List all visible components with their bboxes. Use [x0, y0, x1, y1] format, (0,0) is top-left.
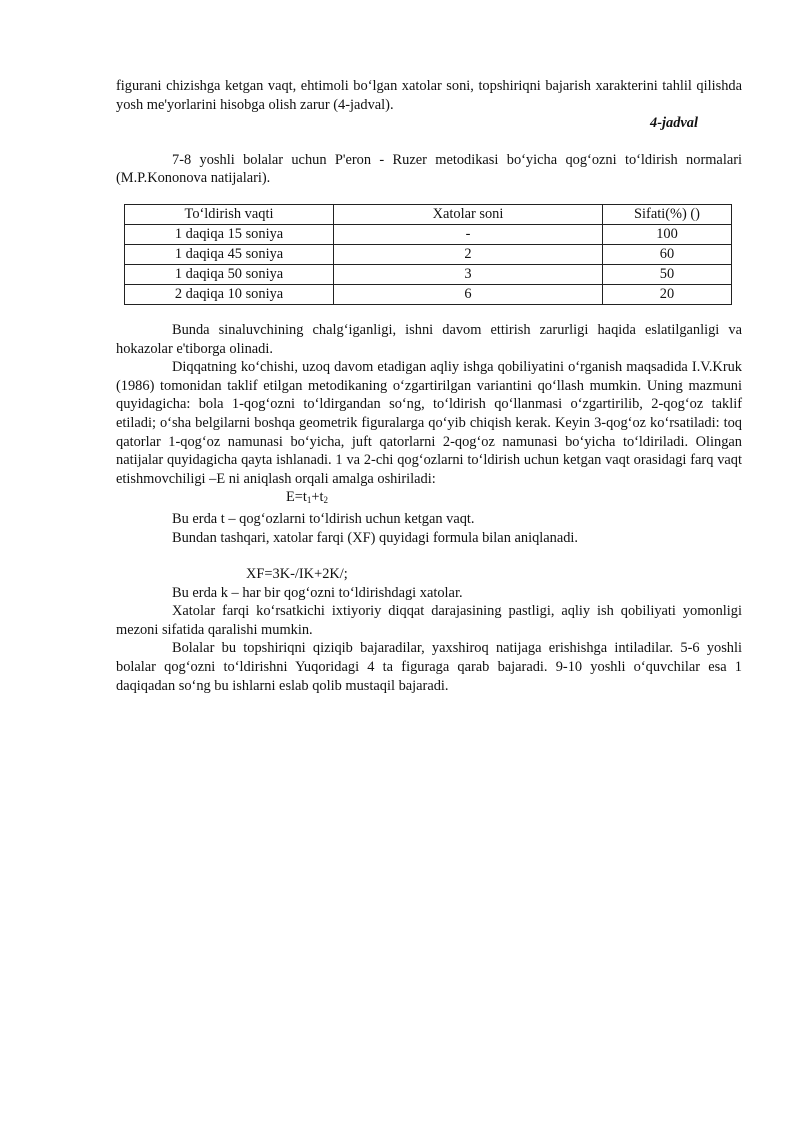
table-header-cell: Sifati(%) ()	[603, 204, 732, 224]
formula-xf: XF=3K-/IK+2K/;	[246, 566, 348, 583]
table-row	[125, 244, 732, 264]
table-reference: 4-jadval	[650, 115, 698, 132]
table-row	[125, 264, 732, 284]
formula-e	[116, 488, 742, 510]
formula-e-sub1: 1	[306, 495, 312, 506]
formula-e-main: E=t	[286, 489, 307, 506]
table-cell: -	[334, 224, 603, 244]
norms-table	[124, 204, 732, 305]
table-cell: 2	[334, 244, 603, 264]
spacer	[116, 133, 742, 151]
paragraph-xf-intro: Bundan tashqari, xatolar farqi (XF) quyidagi formula bilan aniqlanadi.	[172, 529, 579, 546]
paragraph-kruk-method: Diqqatning ko‘chishi, uzoq davom etadigan aqliy ishga qobiliyatini o‘rganish maqsadida I.V.Kruk (1986) tomonidan taklif etilgan metodikaning o‘zgartirilgan variantini qo‘llash mumkin. Uning mazmuni quyidagicha: bola 1-qog‘ozni to‘ldirgandan so‘ng, to‘ldirish qo‘llanmasi o‘zgartirilib, 2-qog‘oz taklif etiladi; o‘sha belgilarni boshqa geometrik figuralarga qo‘yib chiqish kerak. Keyin 3-qog‘oz ko‘rsatiladi: toq qatorlar 1-qog‘oz namunasi bo‘yicha, juft qatorlarni 2-qog‘oz namunasi bo‘yicha to‘ldiriladi. Olingan natijalar quyidagicha qayta ishlanadi. 1 va 2-chi qog‘ozlarni to‘ldirish uchun ketgan vaqt orasidagi farq vaqt etishmovchiligi –E ni aniqlash orqali amalga oshiriladi:	[116, 359, 742, 487]
table-cell: 3	[334, 264, 603, 284]
formula-e-plus: +t	[311, 489, 324, 506]
paragraph-k-definition: Bu erda k – har bir qog‘ozni to‘ldirishdagi xatolar.	[172, 584, 463, 601]
table-cell: 2 daqiqa 10 soniya	[125, 284, 334, 304]
table-header-cell: Xatolar soni	[334, 204, 603, 224]
table-cell: 60	[603, 244, 732, 264]
paragraph-distraction: Bunda sinaluvchining chalg‘iganligi, ishni davom ettirish zarurligi haqida eslatilganligi va hokazolar e'tiborga olinadi.	[116, 321, 742, 357]
table-cell: 1 daqiqa 50 soniya	[125, 264, 334, 284]
table-cell: 20	[603, 284, 732, 304]
paragraph-t-definition: Bu erda t – qog‘ozlarni to‘ldirish uchun ketgan vaqt.	[172, 510, 475, 527]
table-cell: 1 daqiqa 45 soniya	[125, 244, 334, 264]
table-row	[125, 284, 732, 304]
table-header-row	[125, 204, 732, 224]
table-cell: 100	[603, 224, 732, 244]
spacer	[116, 547, 742, 565]
table-cell: 1 daqiqa 15 soniya	[125, 224, 334, 244]
paragraph-conclusion: Bolalar bu topshiriqni qiziqib bajaradilar, yaxshiroq natijaga erishishga intiladilar. 5-6 yoshli bolalar qog‘ozni to‘ldirishni Yuqoridagi 4 ta figuraga qarab bajaradi. 9-10 yoshli o‘quvchilar esa 1 daqiqadan so‘ng bu ishlarni eslab qolib mustaqil bajaradi.	[116, 640, 742, 694]
paragraph-xf-meaning: Xatolar farqi ko‘rsatkichi ixtiyoriy diqqat darajasining pastligi, aqliy ish qobiliyati yomonligi mezoni sifatida qaralishi mumkin.	[116, 603, 742, 638]
paragraph-intro: figurani chizishga ketgan vaqt, ehtimoli bo‘lgan xatolar soni, topshiriqni bajarish xarakterini tahlil qilishda yosh me'yorlarini hisobga olish zarur (4-jadval).	[116, 78, 742, 113]
table-row	[125, 224, 732, 244]
table-cell: 6	[334, 284, 603, 304]
table-header-cell: To‘ldirish vaqti	[125, 204, 334, 224]
table-cell: 50	[603, 264, 732, 284]
document-page	[116, 77, 742, 695]
formula-e-sub2: 2	[323, 495, 329, 506]
table-caption: 7-8 yoshli bolalar uchun P'eron - Ruzer metodikasi bo‘yicha qog‘ozni to‘ldirish normalari (M.P.Kononova natijalari).	[116, 151, 742, 187]
